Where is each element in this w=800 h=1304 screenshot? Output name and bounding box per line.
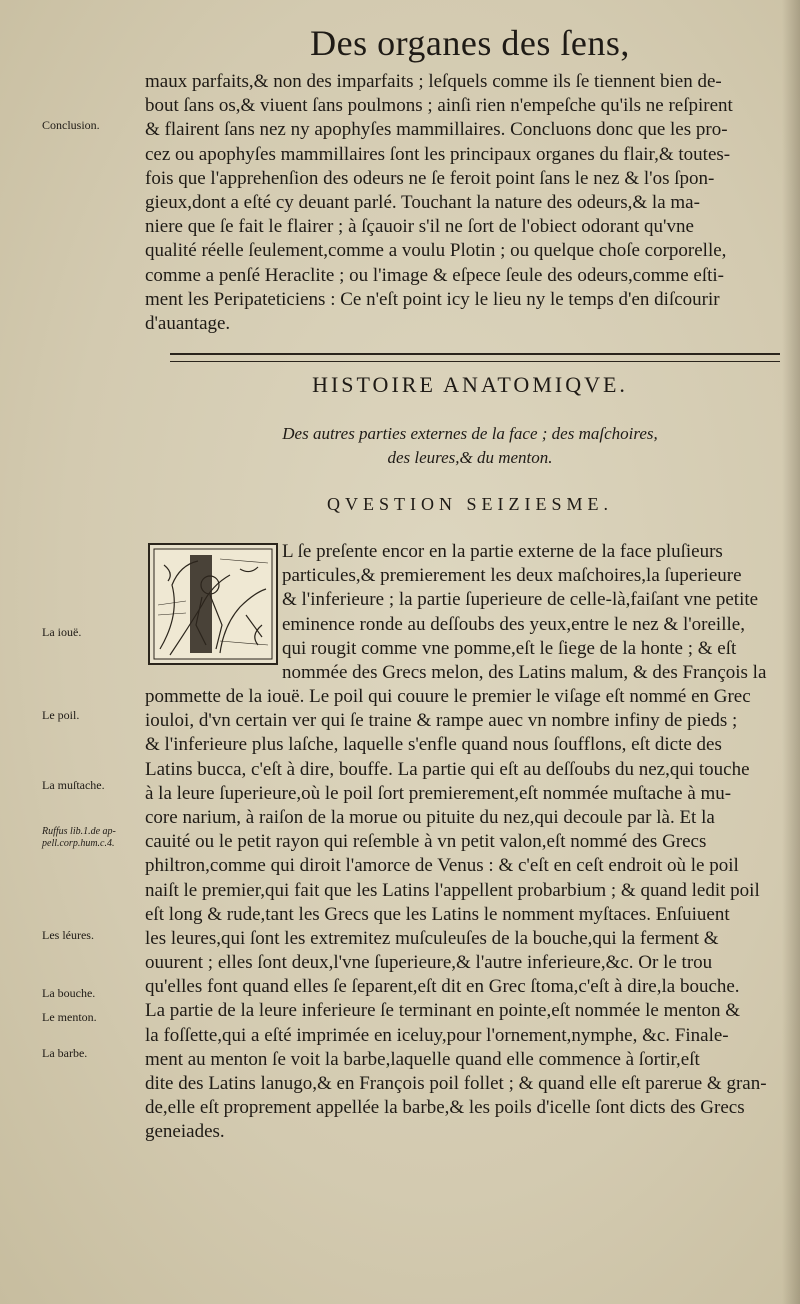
text-line: L ſe preſente encor en la partie externe de la face pluſieurs bbox=[282, 541, 723, 562]
text-line: particules,& premierement les deux maſchoires,la ſuperieure bbox=[282, 565, 742, 587]
text-line: qualité réelle ſeulement,comme a voulu Plotin ; ou quelque choſe corporelle, bbox=[145, 240, 727, 262]
text-line: core narium, à raiſon de la morue ou pituite du nez,qui decoule par là. Et la bbox=[145, 806, 715, 828]
text-line: ouurent ; elles ſont deux,l'vne ſuperieure,& l'autre inferieure,&c. Or le trou bbox=[145, 952, 713, 974]
text-line: & l'inferieure plus laſche, laquelle s'enfle quand nous ſoufflons, eſt dicte des bbox=[145, 734, 722, 756]
text-line: gieux,dont a eſté cy deuant parlé. Touchant la nature des odeurs,& la ma- bbox=[145, 191, 700, 213]
text-line: philtron,comme qui diroit l'amorce de Venus : & c'eſt en ceſt endroit où le poil bbox=[145, 855, 739, 877]
text-line: de,elle eſt proprement appellée la barbe,& les poils d'icelle ſont dicts des Grecs bbox=[145, 1097, 745, 1119]
text-line: ment au menton ſe voit la barbe,laquelle quand elle commence à ſortir,eſt bbox=[145, 1048, 700, 1070]
section-rule bbox=[170, 353, 780, 362]
sidenote-ruffus: Ruffus lib.1.de ap-pell.corp.hum.c.4. bbox=[42, 826, 116, 849]
sidenote-le-menton: Le menton. bbox=[42, 1010, 97, 1024]
text-line: dite des Latins lanugo,& en François poil follet ; & quand elle eſt parerue & gran- bbox=[145, 1073, 767, 1094]
sidenote-conclusion: Conclusion. bbox=[42, 118, 100, 132]
paragraph-3 bbox=[145, 685, 770, 1145]
text-line: niere que ſe fait le flairer ; à ſçauoir s'il ne ſort de l'obiect odorant qu'vne bbox=[145, 216, 694, 238]
text-line: bout ſans os,& viuent ſans poulmons ; ainſi rien n'empeſche qu'ils ne reſpirent bbox=[145, 95, 733, 117]
text-line: à la leure ſuperieure,où le poil ſort premierement,eſt nommée muſtache à mu- bbox=[145, 782, 732, 804]
section-subtitle: des leures,& du menton. bbox=[387, 448, 553, 467]
text-line: & l'inferieure ; la partie ſuperieure de celle-là,faiſant vne petite bbox=[282, 589, 759, 611]
paragraph-1 bbox=[145, 70, 770, 336]
question-heading: QVESTION SEIZIESME. bbox=[327, 494, 613, 514]
paragraph-2 bbox=[145, 540, 770, 685]
text-line: fois que l'apprehenſion des odeurs ne ſe feroit point ſans le nez & l'os ſpon- bbox=[145, 167, 715, 189]
text-line: & flairent ſans nez ny apophyſes mammillaires. Concluons donc que les pro- bbox=[145, 119, 728, 141]
text-line: geneiades. bbox=[145, 1121, 225, 1143]
text-line: cauité ou le petit rayon qui reſemble à vn petit valon,eſt nommé des Grecs bbox=[145, 831, 707, 853]
text-line: comme a penſé Heraclite ; ou l'image & eſpece ſeule des odeurs,comme eſti- bbox=[145, 264, 724, 286]
sidenote-la-bouche: La bouche. bbox=[42, 986, 96, 1000]
section-title: HISTOIRE ANATOMIQVE. bbox=[312, 372, 628, 397]
text-line: cez ou apophyſes mammillaires ſont les principaux organes du flair,& toutes- bbox=[145, 143, 731, 165]
section-subtitle: Des autres parties externes de la face ; des maſchoires, bbox=[282, 424, 658, 443]
text-line: la foſſette,qui a eſté imprimée en iceluy,pour l'ornement,nymphe, &c. Finale- bbox=[145, 1024, 729, 1046]
page-edge-shadow bbox=[782, 0, 800, 1304]
text-line: Latins bucca, c'eſt à dire, bouffe. La partie qui eſt au deſſoubs du nez,qui touche bbox=[145, 758, 750, 780]
text-line: les leures,qui ſont les extremitez muſculeuſes de la bouche,qui la ferment & bbox=[145, 927, 719, 949]
text-line: pommette de la iouë. Le poil qui couure le premier le viſage eſt nommé en Grec bbox=[145, 686, 751, 707]
sidenote-la-ioue: La iouë. bbox=[42, 625, 82, 639]
text-line: naiſt le premier,qui fait que les Latins l'appellent probarbium ; & quand ledit poil bbox=[145, 879, 760, 901]
text-line: d'auantage. bbox=[145, 312, 231, 334]
text-line: qu'elles font quand elles ſe ſeparent,eſt dit en Grec ſtoma,c'eſt à dire,la bouche. bbox=[145, 976, 740, 998]
text-line: La partie de la leure inferieure ſe terminant en pointe,eſt nommée le menton & bbox=[145, 1000, 741, 1022]
sidenote-la-mustache: La muſtache. bbox=[42, 778, 105, 792]
text-line: iouloi, d'vn certain ver qui ſe traine & rampe auec vn nombre infiny de pieds ; bbox=[145, 710, 738, 732]
sidenote-les-leures: Les léures. bbox=[42, 928, 94, 942]
text-line: eſt long & rude,tant les Grecs que les Latins le nomment myſtaces. Enſuiuent bbox=[145, 903, 730, 925]
sidenote-le-poil: Le poil. bbox=[42, 708, 80, 722]
text-line: nommée des Grecs melon, des Latins malum, & des François la bbox=[282, 661, 767, 683]
text-line: qui rougit comme vne pomme,eſt le ſiege de la honte ; & eſt bbox=[282, 637, 737, 659]
text-line: maux parfaits,& non des imparfaits ; leſquels comme ils ſe tiennent bien de- bbox=[145, 71, 722, 92]
sidenote-la-barbe: La barbe. bbox=[42, 1046, 88, 1060]
running-head: Des organes des ſens, bbox=[310, 23, 630, 63]
text-line: ment les Peripateticiens : Ce n'eſt point icy le lieu ny le temps d'en diſcourir bbox=[145, 288, 720, 310]
text-line: eminence ronde au deſſoubs des yeux,entre le nez & l'oreille, bbox=[282, 613, 745, 635]
